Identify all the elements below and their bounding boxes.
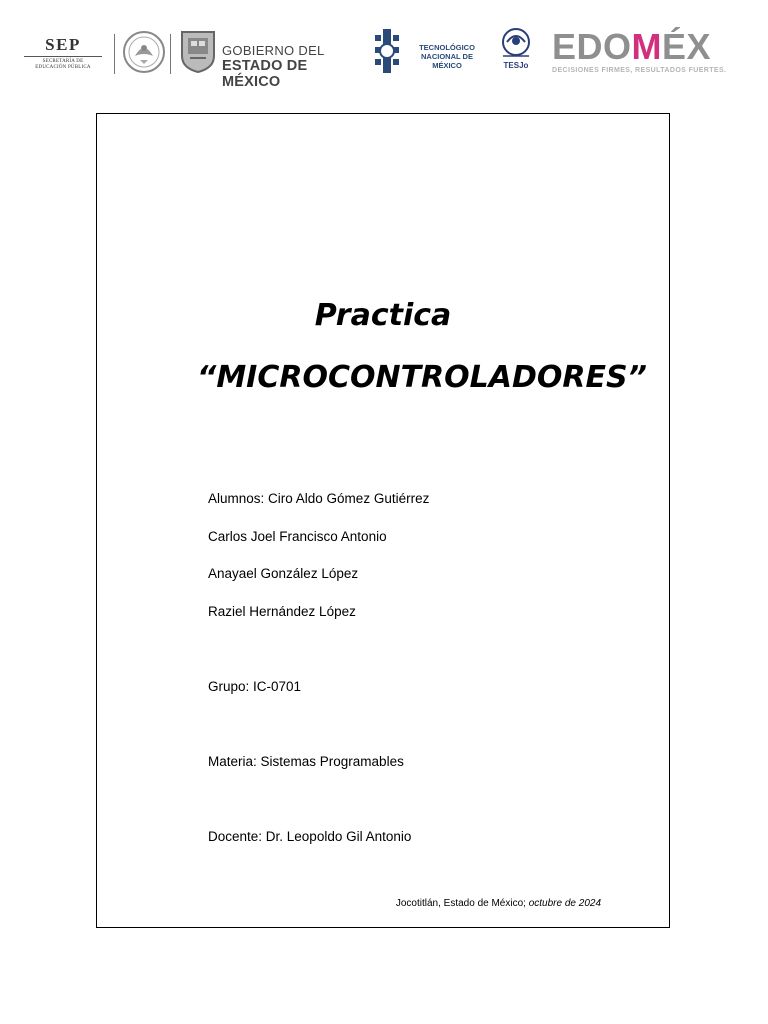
gobierno-estado-mexico-logo [222,43,367,90]
tecnm-logo-text [406,43,488,70]
tecnm-line-2: NACIONAL DE MÉXICO [421,52,473,70]
group-line: Grupo: IC-0701 [208,679,302,694]
document-subtitle: “MICROCONTROLADORES” [197,360,647,395]
header-logos [0,0,768,100]
subject-line: Materia: Sistemas Programables [208,754,404,769]
tesjo-label: TESJo [503,61,529,70]
tecnm-gear-icon [371,27,405,75]
sep-logo-rule [24,56,102,57]
edomex-word-part-2: M [631,26,663,67]
sep-logo-subtitle-1: SECRETARÍA DE [42,59,84,64]
date-text: octubre de 2024 [528,898,601,909]
place-text: Jocotitlán, Estado de México; [395,898,529,909]
place-date-line [396,898,601,910]
edomex-word-part-1: EDO [552,26,632,67]
sep-logo [24,36,102,76]
teacher-line: Docente: Dr. Leopoldo Gil Antonio [208,829,412,844]
students-label: Alumnos: Ciro Aldo Gómez Gutiérrez [208,491,430,506]
mexico-coat-of-arms-icon [122,30,166,74]
header-divider [114,34,115,74]
edomex-word-part-3: ÉX [662,26,712,67]
gobierno-line-2: ESTADO DE MÉXICO [222,58,308,90]
edomex-wordmark [552,28,748,66]
edomex-tagline: DECISIONES FIRMES, RESULTADOS FUERTES. [552,67,727,74]
sep-logo-name: SEP [45,35,81,54]
header-divider [170,34,171,74]
edomex-shield-icon [178,28,218,74]
sep-logo-subtitle-2: EDUCACIÓN PÚBLICA [35,65,91,70]
document-title: Practica [314,298,452,333]
edomex-logo [552,28,748,76]
student-name: Raziel Hernández López [208,604,356,619]
student-name: Carlos Joel Francisco Antonio [208,529,387,544]
student-name: Anayael González López [208,566,359,581]
tecnm-line-1: TECNOLÓGICO [419,43,475,52]
gobierno-line-1: GOBIERNO DEL [222,43,325,58]
cover-page-frame [96,113,670,928]
